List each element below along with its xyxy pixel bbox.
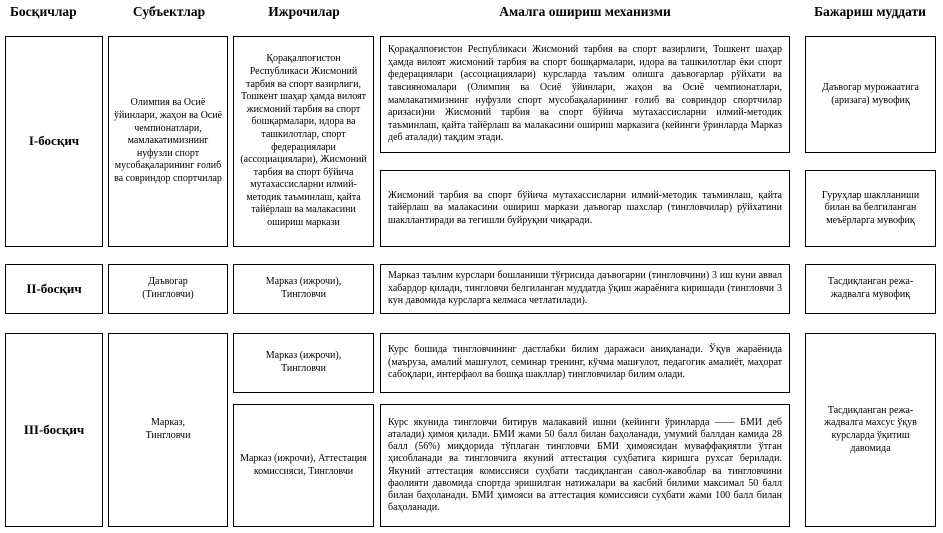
header-executors: Ижрочилар	[268, 4, 340, 19]
stage1-deadline-a	[805, 36, 936, 153]
stage2-mechanism-text: Марказ таълим курслари бошланиши тўғрисида даъвогарни (тингловчини) 3 иш куни аввал хабардор қилади, тингловчи белгиланган муддатда ўқиш жараёнига киришади (тингловчи 3 кун давомида курсларга келмаса четлатилади).	[388, 270, 782, 307]
stage2-label	[5, 264, 103, 314]
stage3-deadline-text: Тасдиқланган режа-жадвалга махсус ўқув курсларда ўқитиш давомида	[824, 404, 917, 454]
stage1-mechanism-a	[380, 36, 790, 153]
stage3-executors-b-text: Марказ (ижрочи), Аттестация комиссияси, Тингловчи	[240, 452, 367, 477]
stage2-mechanism	[380, 264, 790, 314]
stage1-mechanism-a-text: Қорақалпоғистон Республикаси Жисмоний тарбия ва спорт вазирлиги, Тошкент шаҳар ҳамда вилоят жисмоний тарбия ва спорт бошқармалари, идора ва ташкилотлар ёки спорт федерациялари (ассоциациялари) курсларда таълим олишга даъвогарлар рўйхати ва тавсияномалари (Олимпия ва Осиё ўйинлари, жаҳон ва Осиё чемпионатлари, мамлакатимизнинг нуфузли спорт мусобақаларининг ғолиб ва совриндор спортчилар аризаси)ни Жисмоний тарбия ва спорт бўйича мутахассисларни илмий-методик таъминлаш, қайта тайёрлаш ва малакасини ошириш марказига (кейинги ўринларда Марказ деб аталади) тақдим этади.	[388, 44, 782, 144]
stage1-executors-text: Қорақалпоғистон Республикаси Жисмоний тарбия ва спорт вазирлиги, Тошкент шаҳар ҳамда вилоят жисмоний тарбия ва спорт бошқармалари, идора ва ташкилотлар, спорт федерациялари (ассоциациялари), Жисмоний тарбия ва спорт бўйича мутахассисларни илмий-методик таъминлаш, қайта тайёрлаш ва малакасини ошириш маркази	[240, 53, 367, 229]
stage3-mechanism-a-text: Курс бошида тингловчининг дастлабки билим даражаси аниқланади. Ўқув жараёнида (маъруза, амалий машғулот, семинар тренинг, кўчма машғулот, педагогик амалиёт, маҳорат сабоқлари, интерфаол ва бошқа шакллар) тингловчилар билим олади.	[388, 344, 782, 381]
stage2-subjects	[108, 264, 228, 314]
stage3-label	[5, 333, 103, 527]
stage1-deadline-b	[805, 170, 936, 247]
stage3-label-text: III-босқич	[23, 421, 85, 437]
stage2-executors	[233, 264, 374, 314]
stage3-deadline	[805, 333, 936, 527]
stage3-executors-a	[233, 333, 374, 393]
stage3-executors-a-text: Марказ (ижрочи), Тингловчи	[265, 350, 342, 374]
stage1-mechanism-b	[380, 170, 790, 247]
stage1-label-text: I-босқич	[28, 133, 80, 149]
stage3-subjects-text: Марказ, Тингловчи	[145, 417, 191, 441]
stage2-deadline	[805, 264, 936, 314]
stage2-subjects-text: Даъвогар (Тингловчи)	[142, 276, 194, 300]
stage1-deadline-a-text: Даъвогар мурожаатига (аризага) мувофиқ	[822, 81, 919, 106]
stage3-subjects	[108, 333, 228, 527]
stage1-deadline-b-text: Гуруҳлар шаклланиши билан ва белгиланган меъёрларга мувофиқ	[821, 189, 920, 226]
stage3-mechanism-a	[380, 333, 790, 393]
stage3-mechanism-b	[380, 404, 790, 527]
stage2-deadline-text: Тасдиқланган режа-жадвалга мувофиқ	[827, 276, 914, 300]
stage1-label	[5, 36, 103, 247]
stage1-executors	[233, 36, 374, 247]
stage1-mechanism-b-text: Жисмоний тарбия ва спорт бўйича мутахассисларни илмий-методик таъминлаш, қайта тайёрлаш ва малакасини ошириш маркази даъвогар шахслар (тингловчилар) рўйхатини шакллантиради ва тегишли буйруқни чиқаради.	[388, 189, 782, 226]
stage2-label-text: II-босқич	[26, 280, 82, 296]
stage3-mechanism-b-text: Курс якунида тингловчи битирув малакавий ишни (кейинги ўринларда —— БМИ деб аталади) ҳимоя қилади. БМИ жами 50 балл билан баҳоланади, умумий баллдан камида 28 балл (56%) миқдорида тўплаган тингловчи БМИ ҳимоясидан муваффақиятли ўтган ҳисобланади ва тингловчига якуний аттестация суҳбатига киришга рухсат берилади. Якуний аттестация комиссияси суҳбати тасдиқланган савол-жавоблар ва тингловчини фаолияти давомида спортда эришилган натижалари ва касбий билими максимал 50 балл билан баҳоланади. БМИ ҳимояси ва аттестация комиссияси суҳбати жами 100 балл билан баҳоланади.	[388, 416, 782, 514]
stage2-executors-text: Марказ (ижрочи), Тингловчи	[265, 276, 342, 300]
stage3-executors-b	[233, 404, 374, 527]
header-mechanism: Амалга ошириш механизми	[499, 4, 671, 19]
header-stages: Босқичлар	[10, 4, 77, 19]
stage1-subjects-text: Олимпия ва Осиё ўйинлари, жаҳон ва Осиё чемпионатлари, мамлакатимизнинг нуфузли спорт мусобақаларининг ғолиб ва совриндор спортчилар	[114, 97, 223, 184]
stage1-subjects	[108, 36, 228, 247]
header-deadline: Бажариш муддати	[814, 4, 926, 19]
header-subjects: Субъектлар	[132, 4, 206, 19]
